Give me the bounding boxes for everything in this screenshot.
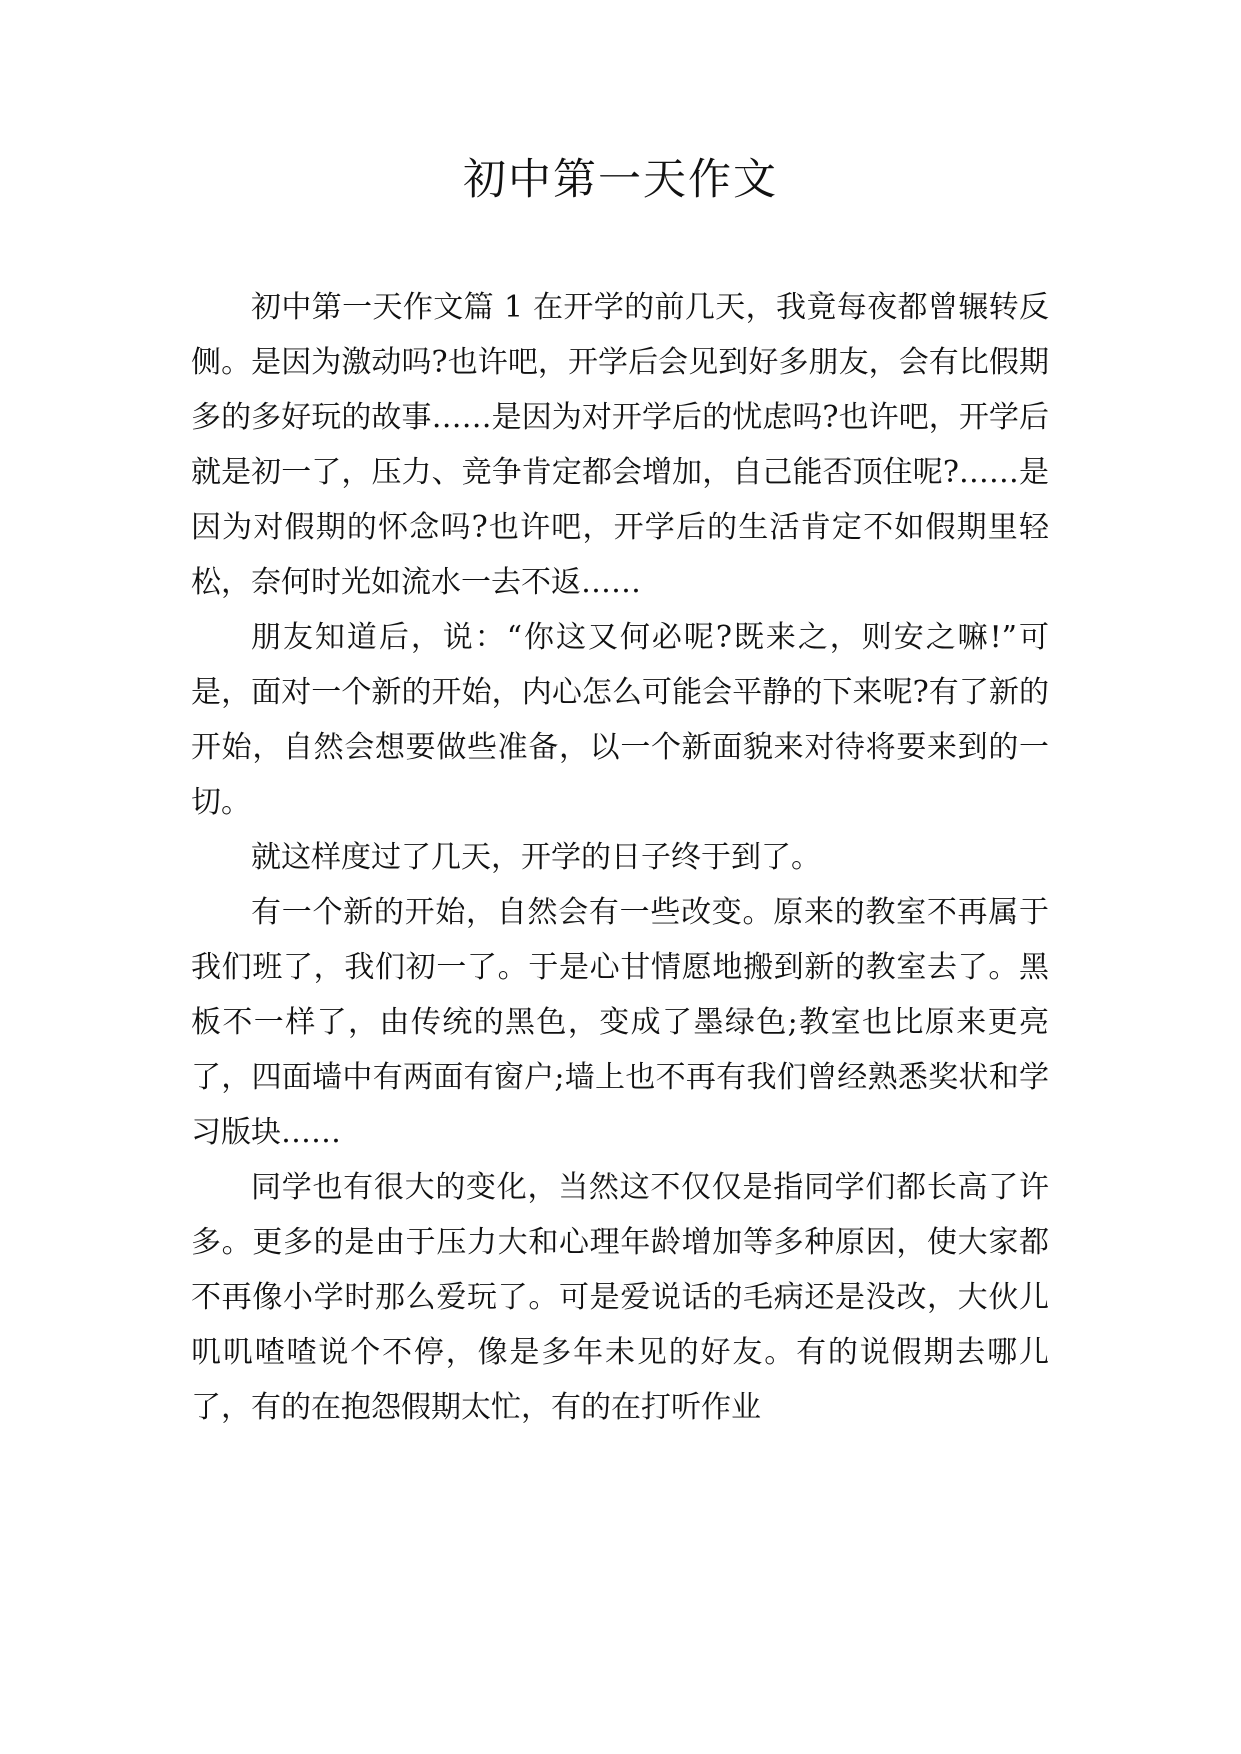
paragraph-5: 同学也有很大的变化，当然这不仅仅是指同学们都长高了许多。更多的是由于压力大和心理年龄增加等多种原因，使大家都不再像小学时那么爱玩了。可是爱说话的毛病还是没改，大伙儿叽叽喳喳说个不停，像是多年未见的好友。有的说假期去哪儿了，有的在抱怨假期太忙，有的在打听作业 — [191, 1170, 1049, 1425]
paragraph-2: 朋友知道后，说：“你这又何必呢?既来之，则安之嘛!”可是，面对一个新的开始，内心怎么可能会平静的下来呢?有了新的开始，自然会想要做些准备，以一个新面貌来对待将要来到的一切。 — [191, 620, 1049, 820]
document-body — [191, 280, 1049, 1435]
paragraph-1: 初中第一天作文篇 1 在开学的前几天，我竟每夜都曾辗转反侧。是因为激动吗?也许吧，开学后会见到好多朋友，会有比假期多的多好玩的故事……是因为对开学后的忧虑吗?也许吧，开学后就是初一了，压力、竞争肯定都会增加，自己能否顶住呢?……是因为对假期的怀念吗?也许吧，开学后的生活肯定不如假期里轻松，奈何时光如流水一去不返…… — [191, 290, 1049, 600]
paragraph-4: 有一个新的开始，自然会有一些改变。原来的教室不再属于我们班了，我们初一了。于是心甘情愿地搬到新的教室去了。黑板不一样了，由传统的黑色，变成了墨绿色;教室也比原来更亮了，四面墙中有两面有窗户;墙上也不再有我们曾经熟悉奖状和学习版块…… — [191, 895, 1049, 1150]
paragraph-3: 就这样度过了几天，开学的日子终于到了。 — [251, 840, 821, 875]
document-title: 初中第一天作文 — [463, 155, 778, 205]
